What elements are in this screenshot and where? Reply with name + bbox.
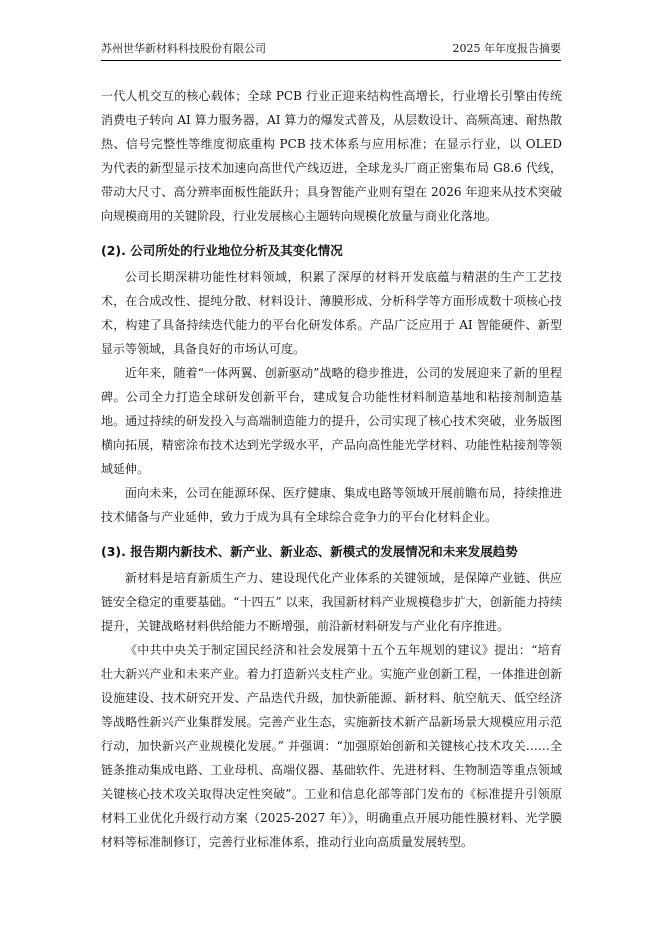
section-2-paragraph-1: 公司长期深耕功能性材料领域，积累了深厚的材料开发底蕴与精湛的生产工艺技术，在合成改性、提纯分散、材料设计、薄膜形成、分析科学等方面形成数十项核心技术，构建了具备持续迭代能力的平台化研发体系。产品广泛应用于 AI 智能硬件、新型显示等领域，具备良好的市场认可度。 [101, 270, 562, 356]
page-header [101, 40, 561, 61]
header-company-name: 苏州世华新材料科技股份有限公司 [101, 42, 266, 55]
section-2-heading: (2). 公司所处的行业地位分析及其变化情况 [101, 243, 343, 258]
document-body [101, 84, 562, 854]
intro-paragraph: 一代人机交互的核心载体；全球 PCB 行业正迎来结构性高增长，行业增长引擎由传统消费电子转向 AI 算力服务器，AI 算力的爆发式普及，从层数设计、高频高速、耐热散热、信号完整性等维度彻底重构 PCB 技术体系与应用标准；在显示行业，以 OLED 为代表的新型显示技术加速向高世代产线迈进，全球龙头厂商正密集布局 G8.6 代线，带动大尺寸、高分辨率面板性能跃升；具身智能产业则有望在 2026 年迎来从技术突破向规模商用的关键阶段，行业发展核心主题转向规模化放量与商业化落地。 [101, 89, 562, 223]
section-2-paragraph-3: 面向未来，公司在能源环保、医疗健康、集成电路等领域开展前瞻布局，持续推进技术储备与产业延伸，致力于成为具有全球综合竞争力的平台化材料企业。 [101, 486, 562, 524]
section-2-paragraph-2: 近年来，随着“一体两翼、创新驱动”战略的稳步推进，公司的发展迎来了新的里程碑。公司全力打造全球研发创新平台，建成复合功能性材料制造基地和粘接剂制造基地。通过持续的研发投入与高端制造能力的提升，公司实现了核心技术突破，业务版图横向拓展，精密涂布技术达到光学级水平，产品向高性能光学材料、功能性粘接剂等领域延伸。 [101, 366, 562, 476]
header-report-title: 2025 年年度报告摘要 [452, 42, 561, 55]
section-3-paragraph-1: 新材料是培育新质生产力、建设现代化产业体系的关键领域，是保障产业链、供应链安全稳定的重要基础。“十四五” 以来，我国新材料产业规模稳步扩大，创新能力持续提升，关键战略材料供给能力不断增强，前沿新材料研发与产业化有序推进。 [101, 571, 562, 633]
section-3-paragraph-2: 《中共中央关于制定国民经济和社会发展第十五个五年规划的建议》提出：“培育壮大新兴产业和未来产业。着力打造新兴支柱产业。实施产业创新工程，一体推进创新设施建设、技术研究开发、产品迭代升级，加快新能源、新材料、航空航天、低空经济等战略性新兴产业集群发展。完善产业生态，实施新技术新产品新场景大规模应用示范行动，加快新兴产业规模化发展。” 并强调：“加强原始创新和关键核心技术攻关……全链条推动集成电路、工业母机、高端仪器、基础软件、先进材料、生物制造等重点领域关键核心技术攻关取得决定性突破”。工业和信息化部等部门发布的《标准提升引领原材料工业优化升级行动方案（2025-2027 年）》，明确重点开展功能性膜材料、光学膜材料等标准制修订，完善行业标准体系，推动行业向高质量发展转型。 [101, 643, 562, 849]
section-3-heading: (3). 报告期内新技术、新产业、新业态、新模式的发展情况和未来发展趋势 [101, 544, 518, 559]
